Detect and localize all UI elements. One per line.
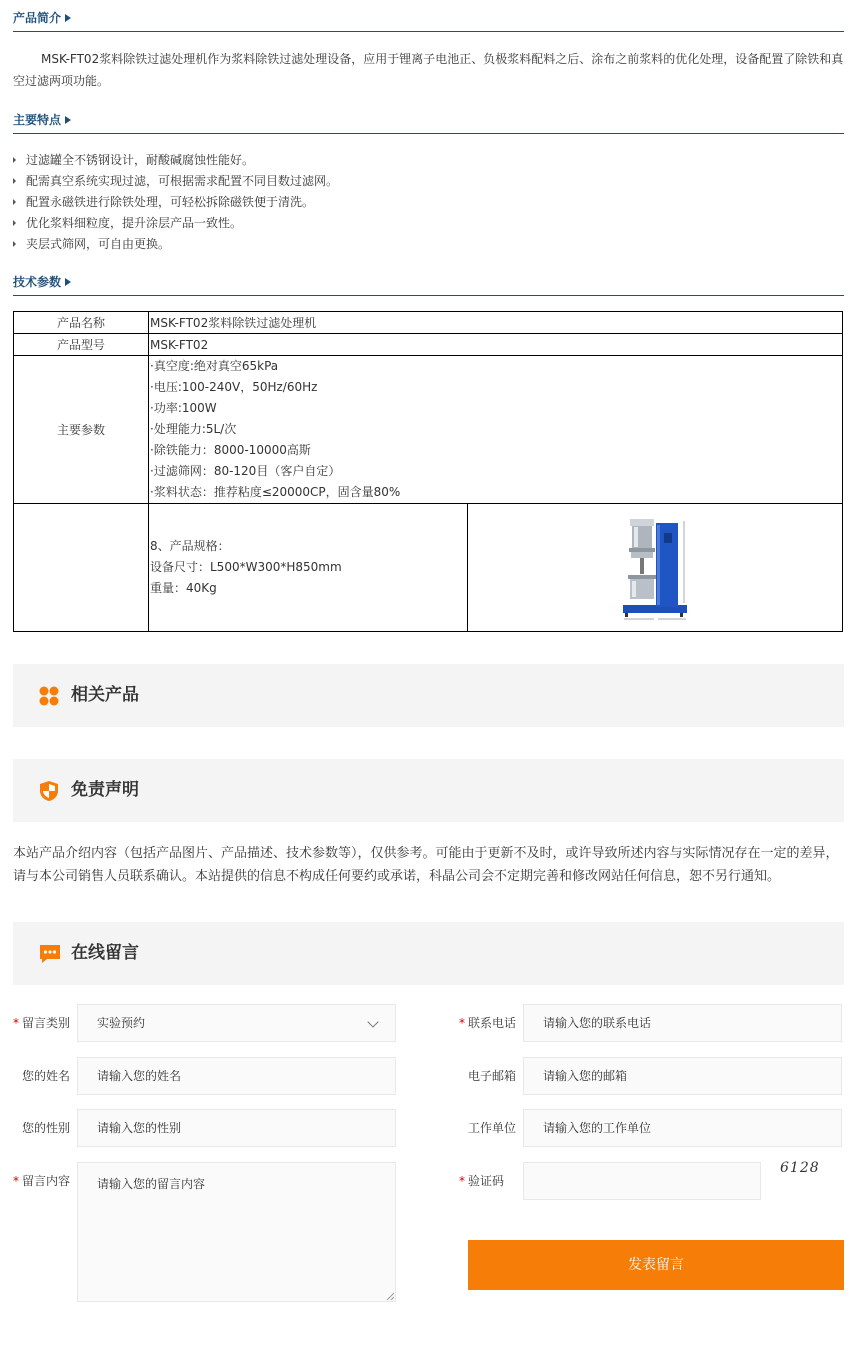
phone-field[interactable]: 请输入您的联系电话 [523,1004,842,1042]
param-line: ·电压:100-240V，50Hz/60Hz [150,380,318,394]
spec-value: MSK-FT02 [149,334,843,356]
message-bar [13,922,844,985]
intro-section-title: 产品简介 [13,11,62,25]
triangle-right-icon [65,116,71,124]
param-line: ·过滤筛网：80-120目（客户自定） [150,464,341,478]
category-label [10,1004,70,1042]
triangle-right-icon [65,278,71,286]
feature-item [13,234,844,255]
features-section-title: 主要特点 [13,113,62,127]
company-label: 工作单位 [467,1121,516,1135]
spec-table [13,311,843,632]
specs-section-title: 技术参数 [13,275,62,289]
spec-label: 产品名称 [14,312,149,334]
content-label-text: 留言内容 [21,1174,70,1188]
feature-item [13,150,844,171]
submit-button[interactable]: 发表留言 [468,1240,844,1290]
intro-text: MSK-FT02浆料除铁过滤处理机作为浆料除铁过滤处理设备，应用于锂离子电池正、负极浆料配料之后、涂布之前浆料的优化处理，设备配置了除铁和真空过滤两项功能。 [13,52,844,88]
category-select[interactable] [77,1004,396,1042]
bullet-icon [13,157,16,163]
category-select-value: 实验预约 [97,1016,146,1030]
gender-field[interactable]: 请输入您的性别 [77,1109,396,1147]
param-line: ·除铁能力：8000-10000高斯 [150,443,311,457]
captcha-label [454,1162,504,1200]
email-label: 电子邮箱 [467,1069,516,1083]
feature-text: 夹层式筛网，可自由更换。 [26,237,171,251]
spec-size-cell [149,504,468,632]
spec-params-cell [149,356,843,504]
related-products-bar [13,664,844,727]
required-mark: * [12,1174,19,1188]
param-line: ·真空度:绝对真空65kPa [150,359,279,373]
feature-text: 配置永磁铁进行除铁处理，可轻松拆除磁铁便于清洗。 [26,195,315,209]
spec-row-name [14,312,843,334]
param-line: ·处理能力:5L/次 [150,422,237,436]
product-image [620,513,690,623]
email-field[interactable]: 请输入您的邮箱 [523,1057,842,1095]
captcha-image[interactable]: 6128 [780,1160,820,1176]
feature-text: 优化浆料细粒度，提升涂层产品一致性。 [26,216,243,230]
content-placeholder: 请输入您的留言内容 [97,1177,206,1191]
required-mark: * [12,1016,19,1030]
spec-label: 主要参数 [14,356,149,504]
feature-text: 配需真空系统实现过滤，可根据需求配置不同目数过滤网。 [26,174,339,188]
content-label [10,1162,70,1200]
feature-text: 过滤罐全不锈钢设计，耐酸碱腐蚀性能好。 [26,153,255,167]
chevron-down-icon [367,1016,378,1027]
features-list [13,150,844,255]
size-line: 重量：40Kg [150,581,217,595]
related-products-title: 相关产品 [71,685,139,705]
company-field[interactable]: 请输入您的工作单位 [523,1109,842,1147]
message-title: 在线留言 [71,943,139,963]
name-label: 您的姓名 [21,1069,70,1083]
param-line: ·功率:100W [150,401,217,415]
spec-row-params [14,356,843,504]
bullet-icon [13,241,16,247]
captcha-label-text: 验证码 [467,1174,504,1188]
feature-item [13,192,844,213]
category-label-text: 留言类别 [21,1016,70,1030]
gender-label: 您的性别 [21,1121,70,1135]
spec-value: MSK-FT02浆料除铁过滤处理机 [149,312,843,334]
spec-row-size [14,504,843,632]
machine-illustration [620,513,700,625]
triangle-right-icon [65,14,71,22]
spec-label-empty [14,504,149,632]
shield-icon [38,780,60,802]
resize-handle-icon[interactable] [386,1292,394,1300]
required-mark: * [458,1174,465,1188]
disclaimer-bar [13,759,844,822]
bullet-icon [13,199,16,205]
param-line: ·浆料状态：推荐粘度≤20000CP，固含量80% [150,485,401,499]
name-field[interactable]: 请输入您的姓名 [77,1057,396,1095]
content-textarea[interactable] [77,1162,396,1302]
features-section-header [13,110,844,134]
disclaimer-text: 本站产品介绍内容（包括产品图片、产品描述、技术参数等），仅供参考。可能由于更新不及时，或许导致所述内容与实际情况存在一定的差异，请与本公司销售人员联系确认。本站提供的信息不构成任何要约或承诺，科晶公司会不定期完善和修改网站任何信息，恕不另行通知。 [13,846,839,884]
spec-row-model [14,334,843,356]
size-line: 8、产品规格： [150,539,230,553]
size-line: 设备尺寸：L500*W300*H850mm [150,560,342,574]
spec-label: 产品型号 [14,334,149,356]
grid-flower-icon [38,685,60,707]
feature-item [13,171,844,192]
bullet-icon [13,178,16,184]
feature-item [13,213,844,234]
specs-section-header [13,272,844,296]
phone-label-text: 联系电话 [467,1016,516,1030]
bullet-icon [13,220,16,226]
captcha-field[interactable] [523,1162,761,1200]
required-mark: * [458,1016,465,1030]
phone-label [454,1004,516,1042]
intro-section-header [13,8,844,32]
disclaimer-title: 免责声明 [71,780,139,800]
chat-bubble-icon [38,943,62,965]
product-image-cell [468,504,843,632]
